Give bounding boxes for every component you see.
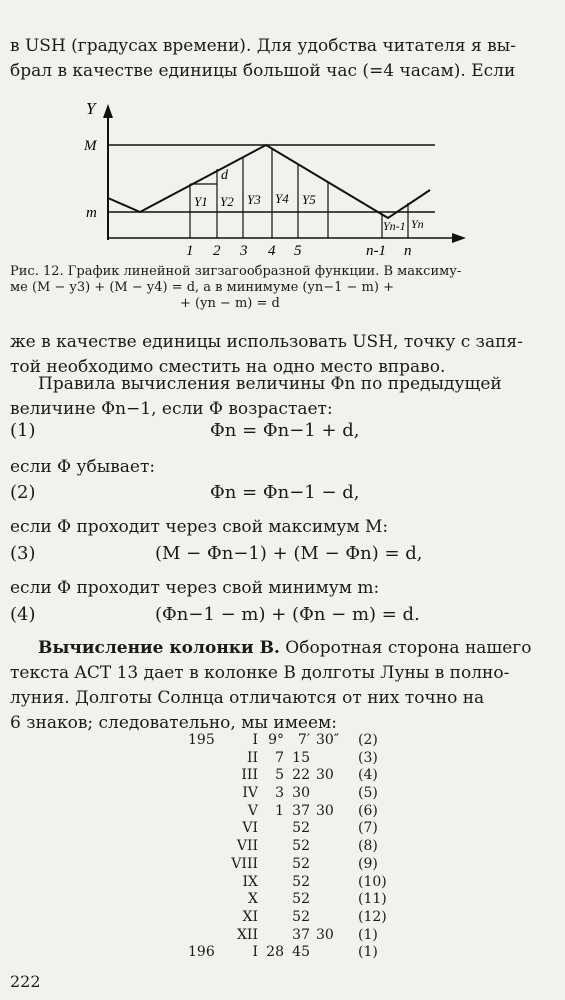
tick-n: n <box>404 243 412 259</box>
formula-2-expression: Φn = Φn−1 − d, <box>210 482 360 503</box>
table-cell-ref: (10) <box>358 873 387 890</box>
table-cell-sign: VI <box>242 820 258 837</box>
caption-line-1: Рис. 12. График линейной зигзагообразной функции. В максиму- <box>10 264 462 279</box>
label-m: m <box>86 205 97 221</box>
table-cell-sign: III <box>241 767 258 784</box>
table-cell-ref: (1) <box>358 944 378 961</box>
table-cell-min: 7′ <box>297 732 310 748</box>
formula-2-number: (2) <box>10 482 36 503</box>
intro-line-2: брал в качестве единицы большой час (=4 часам). Если <box>10 61 516 81</box>
formula-2 <box>10 482 550 510</box>
zigzag-line <box>108 145 430 218</box>
table-cell-ref: (7) <box>358 820 378 837</box>
para3-line-1: Правила вычисления величины Φn по предыдущей <box>38 374 502 394</box>
tick-n-1: n-1 <box>366 243 386 259</box>
table-cell-deg: 9° <box>268 732 284 748</box>
table-cell-sec: 30 <box>316 926 334 943</box>
paragraph-3 <box>10 372 545 422</box>
table-cell-sec: 30″ <box>316 732 340 748</box>
table-cell-sign: IX <box>242 873 258 890</box>
section-line-4: 6 знаков; следовательно, мы имеем: <box>10 713 337 733</box>
formula-4-expression: (Φn−1 − m) + (Φn − m) = d. <box>155 604 420 625</box>
caption-line-2: ме (M − y3) + (M − y4) = d, а в минимуме (yn−1 − m) + <box>10 280 394 295</box>
table-cell-ref: (11) <box>358 891 387 908</box>
table-cell-min: 45 <box>292 944 310 961</box>
table-cell-sign: XI <box>242 908 258 925</box>
section-paragraph <box>10 636 545 736</box>
tick-3: 3 <box>240 243 248 259</box>
para2-line-1: же в качестве единицы использовать USH, точку с запя- <box>10 332 523 352</box>
table-cell-min: 52 <box>292 873 310 890</box>
formula-1-number: (1) <box>10 420 36 441</box>
label-y4: Y4 <box>275 191 289 206</box>
para3-line-2: величине Φn−1, если Φ возрастает: <box>10 399 333 419</box>
section-heading: Вычисление колонки B. <box>38 638 280 658</box>
table-cell-min: 52 <box>292 820 310 837</box>
y-axis-arrow <box>103 104 113 118</box>
label-y5: Y5 <box>302 192 316 207</box>
formula-4 <box>10 604 550 632</box>
table-cell-min: 37 <box>292 926 310 943</box>
table-cell-deg: 7 <box>275 749 284 766</box>
table-cell-sign: VII <box>236 838 258 855</box>
para2-line-2: той необходимо сместить на одно место вправо. <box>10 357 446 377</box>
formula-1-expression: Φn = Φn−1 + d, <box>210 420 360 441</box>
section-line-3: луния. Долготы Солнца отличаются от них точно на <box>10 688 485 708</box>
table-cell-sign: I <box>252 944 258 961</box>
intro-line-1: в USH (градусах времени). Для удобства читателя я вы- <box>10 36 516 56</box>
table-cell-ref: (3) <box>358 749 378 766</box>
table-cell-ref: (9) <box>358 855 378 872</box>
label-M: M <box>84 138 97 154</box>
table-cell-sign: XII <box>236 926 258 943</box>
formula-3-number: (3) <box>10 543 36 564</box>
table-cell-deg: 5 <box>275 767 284 784</box>
table-cell-sign: I <box>252 732 258 748</box>
table-cell-ref: (2) <box>358 732 378 748</box>
formula-4-number: (4) <box>10 604 36 625</box>
tick-1: 1 <box>186 243 194 259</box>
table-cell-sign: VIII <box>231 855 258 872</box>
figure-caption <box>10 264 545 312</box>
zigzag-figure <box>70 100 470 260</box>
tick-5: 5 <box>294 243 302 259</box>
tick-4: 4 <box>268 243 276 259</box>
formula-4-lead: если Φ проходит через свой минимум m: <box>10 578 380 598</box>
section-line-1 <box>10 636 545 661</box>
table-cell-min: 52 <box>292 908 310 925</box>
table-cell-ref: (8) <box>358 838 378 855</box>
label-y2: Y2 <box>220 194 234 209</box>
table-cell-min: 52 <box>292 838 310 855</box>
table-cell-ref: (5) <box>358 785 378 802</box>
x-axis-arrow <box>452 233 466 243</box>
caption-line-3: + (yn − m) = d <box>180 296 280 311</box>
table-cell-ref: (1) <box>358 926 378 943</box>
section-line-1-rest: Оборотная сторона нашего <box>285 638 532 658</box>
table-cell-min: 37 <box>292 802 310 819</box>
table-cell-sign: II <box>246 749 258 766</box>
table-cell-min: 52 <box>292 855 310 872</box>
table-cell-min: 30 <box>292 785 310 802</box>
intro-paragraph <box>10 34 545 84</box>
formula-3-expression: (M − Φn−1) + (M − Φn) = d, <box>155 543 423 564</box>
formula-2-lead: если Φ убывает: <box>10 457 156 477</box>
table-cell-min: 52 <box>292 891 310 908</box>
table-cell-ref: (4) <box>358 767 378 784</box>
section-line-2: текста ACT 13 дает в колонке B долготы Луны в полно- <box>10 663 510 683</box>
table-cell-deg: 28 <box>266 944 284 961</box>
table-cell-ref: (12) <box>358 908 387 925</box>
formula-1 <box>10 420 550 448</box>
label-y1: Y1 <box>194 194 208 209</box>
table-cell-ref: (6) <box>358 802 378 819</box>
y-axis-label: Y <box>86 100 96 118</box>
tick-2: 2 <box>213 243 221 259</box>
label-y3: Y3 <box>247 192 261 207</box>
table-cell-deg: 3 <box>275 785 284 802</box>
table-cell-deg: 1 <box>275 802 284 819</box>
label-yn-1: Yn-1 <box>383 219 406 233</box>
table-cell-min: 22 <box>292 767 310 784</box>
table-cell-sec: 30 <box>316 802 334 819</box>
table-cell-sign: X <box>248 891 258 908</box>
page-number: 222 <box>10 972 41 991</box>
formula-3 <box>10 543 550 571</box>
table-cell-year: 195 <box>188 732 215 748</box>
table-cell-sign: IV <box>242 785 258 802</box>
formula-3-lead: если Φ проходит через свой максимум M: <box>10 517 389 537</box>
table-cell-min: 15 <box>292 749 310 766</box>
table-cell-sign: V <box>247 802 258 819</box>
table-cell-year: 196 <box>188 944 215 961</box>
label-d: d <box>221 168 228 183</box>
table-cell-sec: 30 <box>316 767 334 784</box>
label-yn: Yn <box>411 217 424 231</box>
